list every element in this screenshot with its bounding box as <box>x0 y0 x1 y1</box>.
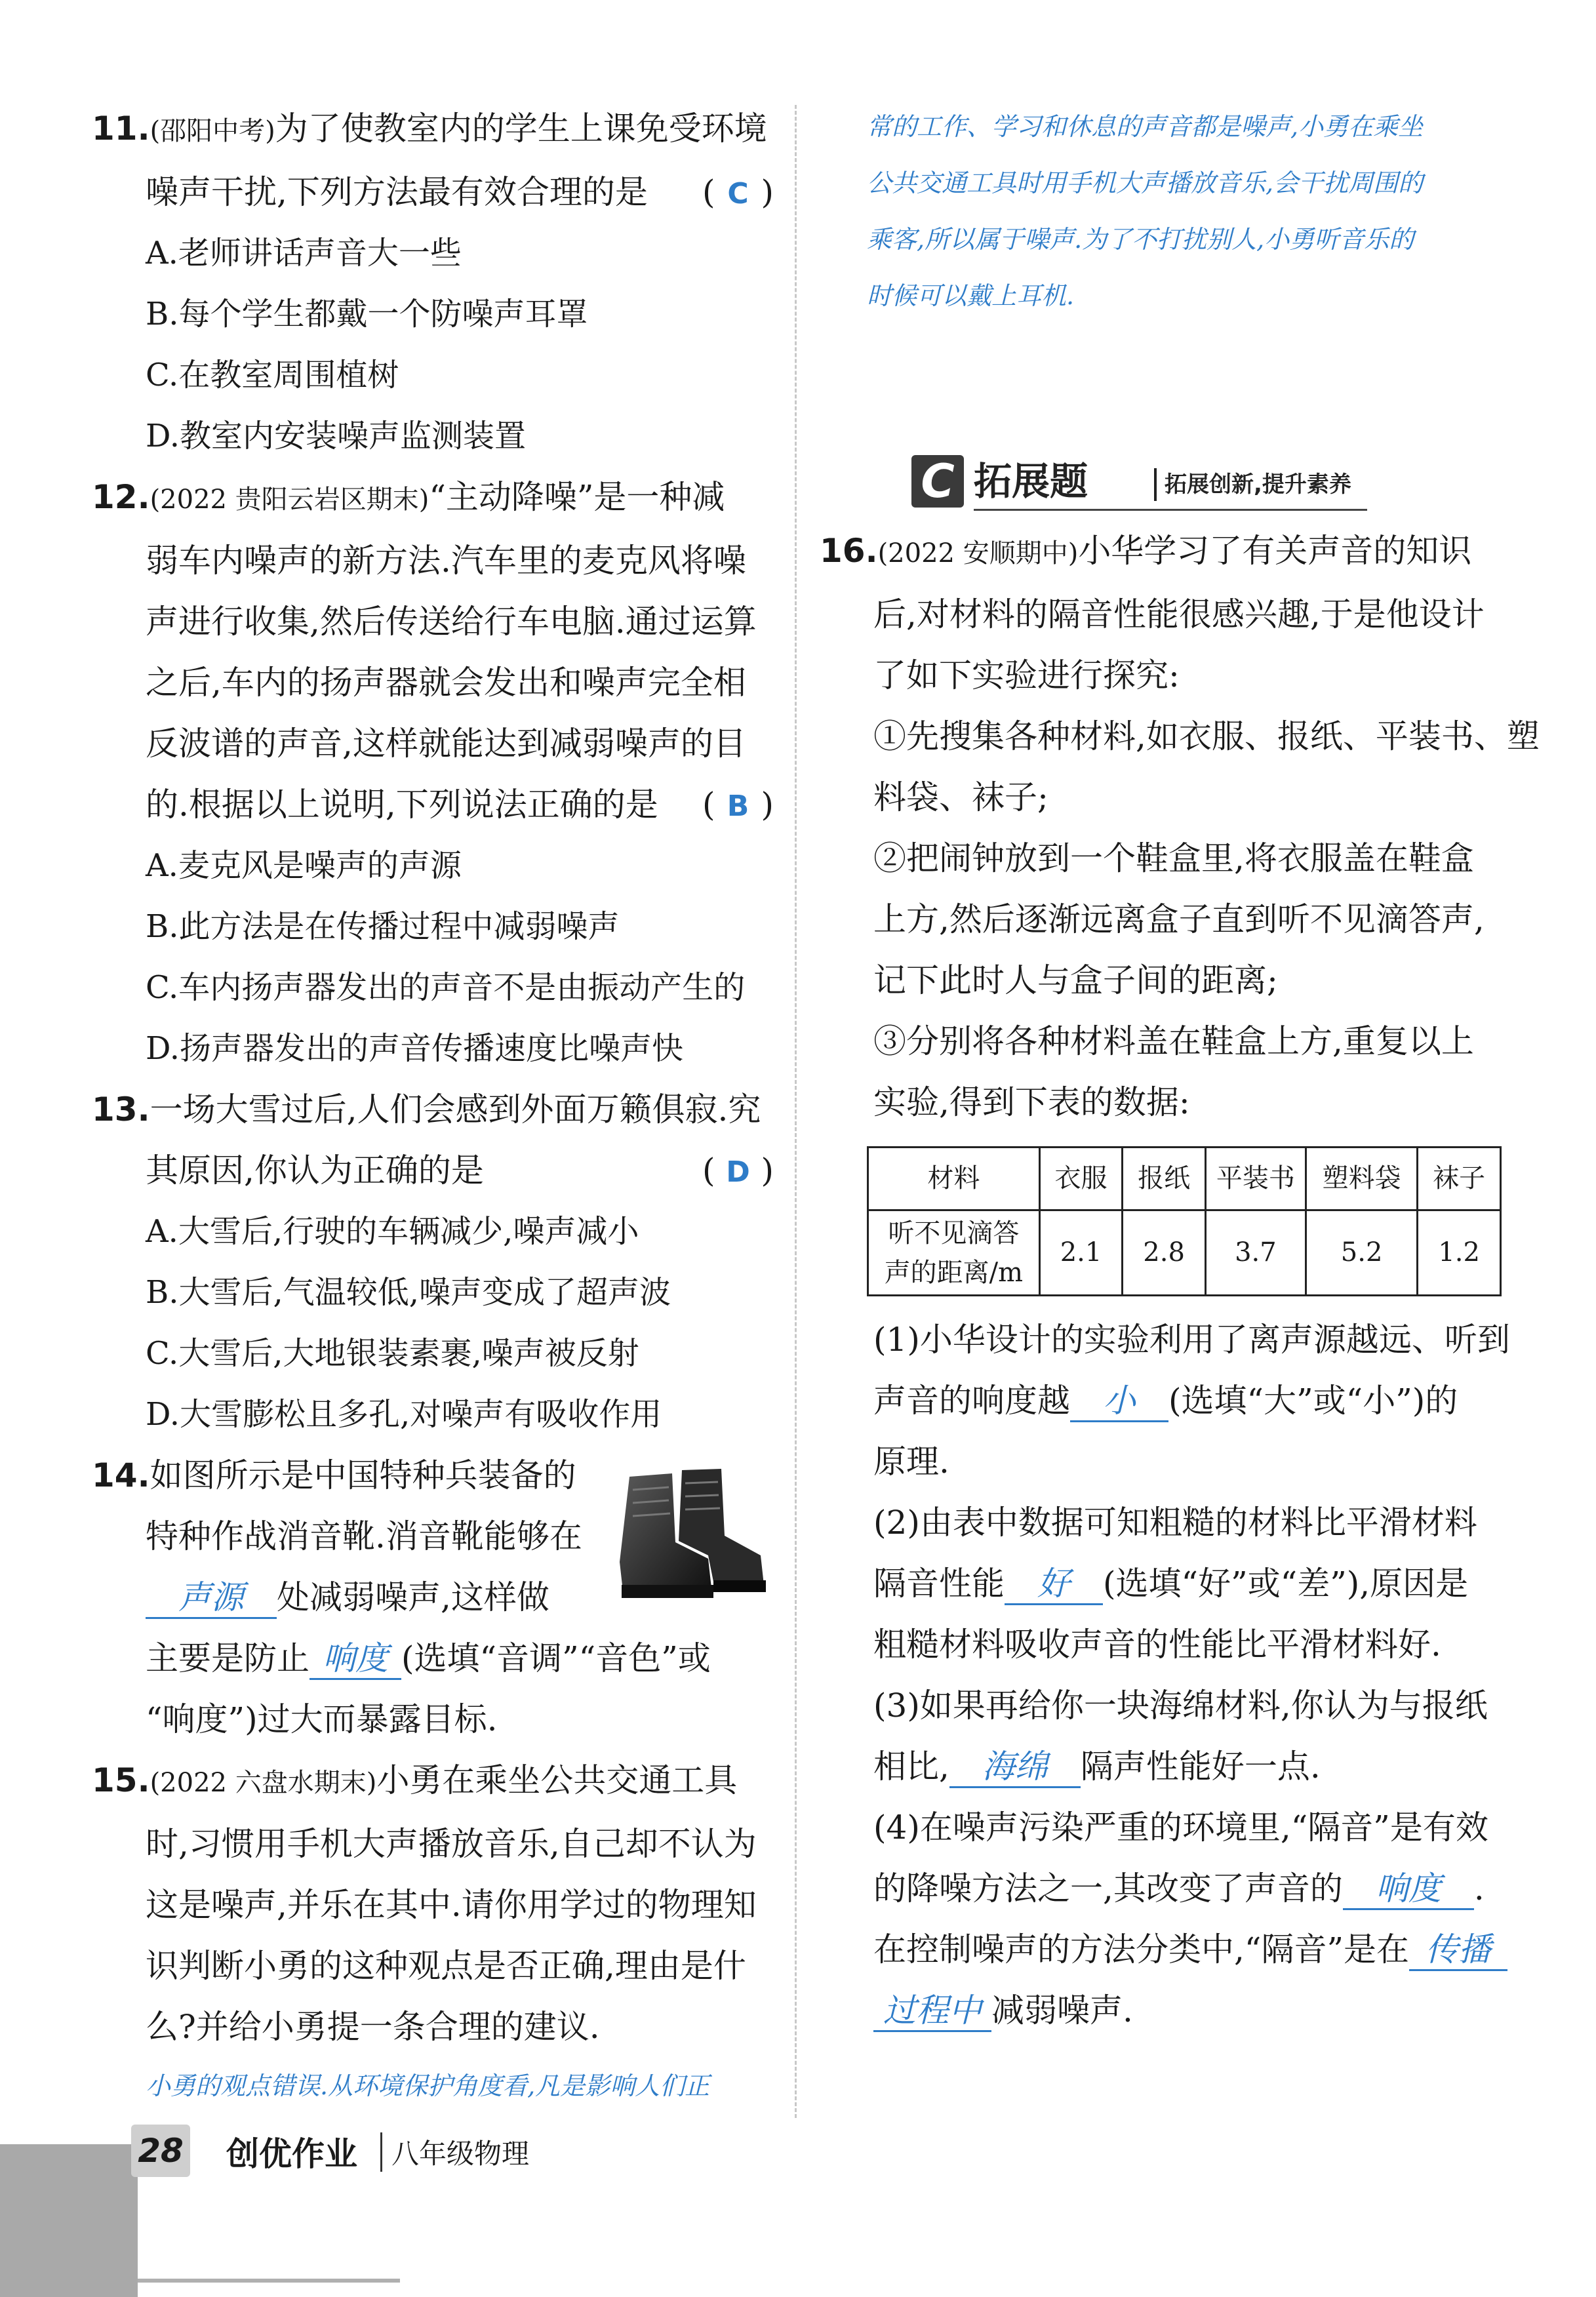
option: A.老师讲话声音大一些 <box>146 235 462 271</box>
option: A.麦克风是噪声的声源 <box>146 847 462 884</box>
handwritten-answer-cont: 乘客,所以属于噪声.为了不打扰别人,小勇听音乐的 <box>867 225 1414 254</box>
footer-corner-block <box>0 2144 138 2297</box>
question-11: 11.(邵阳中考)为了使教室内的学生上课免受环境 噪声干扰,下列方法最有效合理的是 ( C ) A.老师讲话声音大一些 B.每个学生都戴一个防噪声耳罩 C.在教室周围植树 D.教室内安装噪声监测装置 <box>92 98 774 467</box>
option: B.大雪后,气温较低,噪声变成了超声波 <box>146 1274 671 1311</box>
footer-bar <box>138 2279 400 2283</box>
page-number: 28 <box>131 2125 190 2177</box>
left-column <box>92 98 774 2114</box>
question-12: 12.(2022 贵阳云岩区期末)“主动降噪”是一种减 弱车内噪声的新方法.汽车里的麦克风将噪 声进行收集,然后传送给行车电脑.通过运算 之后,车内的扬声器就会发出和噪声完全相 反波谱的声音,这样就能达到减弱噪声的目 的.根据以上说明,下列说法正确的是 ( B ) A.麦克风是噪声的声源 B.此方法是在传播过程中减弱噪声 C.车内扬声器发出的声音不是由振动产生的 D.扬声器发出的声音传播速度比噪声快 <box>92 467 774 1079</box>
question-13: 13.一场大雪过后,人们会感到外面万籁俱寂.究 其原因,你认为正确的是 ( D ) A.大雪后,行驶的车辆减少,噪声减小 B.大雪后,气温较低,噪声变成了超声波 C.大雪后,大地银装素裹,噪声被反射 D.大雪膨松且多孔,对噪声有吸收作用 <box>92 1079 774 1445</box>
handwritten-answer-cont: 常的工作、学习和休息的声音都是噪声,小勇在乘坐 <box>867 112 1424 141</box>
column-divider <box>795 105 797 2118</box>
table-cell: 2.1 <box>1039 1210 1123 1296</box>
option: B.此方法是在传播过程中减弱噪声 <box>146 908 620 945</box>
answer-choice: D <box>726 1155 750 1189</box>
option: D.扬声器发出的声音传播速度比噪声快 <box>146 1030 684 1067</box>
option: C.大雪后,大地银装素裹,噪声被反射 <box>146 1335 639 1372</box>
answer-paren: ( C ) <box>702 162 774 224</box>
fill-blank: 好 <box>1005 1564 1103 1605</box>
table-header-cell: 袜子 <box>1418 1148 1501 1210</box>
option: D.大雪膨松且多孔,对噪声有吸收作用 <box>146 1396 662 1433</box>
right-column <box>820 98 1540 2041</box>
fill-blank: 响度 <box>309 1639 401 1680</box>
answer-choice: C <box>727 177 749 210</box>
table-header-cell: 衣服 <box>1039 1148 1123 1210</box>
handwritten-answer-cont: 时候可以戴上耳机. <box>867 281 1075 310</box>
answer-paren: ( D ) <box>702 1140 774 1203</box>
page-footer <box>0 2125 1596 2297</box>
book-title: 创优作业 <box>226 2135 357 2173</box>
answer-paren: ( B ) <box>702 774 774 837</box>
table-header-cell: 平装书 <box>1205 1148 1306 1210</box>
question-15: 15.(2022 六盘水期末)小勇在乘坐公共交通工具 时,习惯用手机大声播放音乐,自己却不认为 这是噪声,并乐在其中.请你用学过的物理知 识判断小勇的这种观点是否正确,理由是什 么?并给小勇提一条合理的建议. 小勇的观点错误.从环境保护角度看,凡是影响人们正 <box>92 1750 774 2114</box>
section-underline <box>974 509 1367 511</box>
boot-image <box>610 1464 770 1608</box>
option: D.教室内安装噪声监测装置 <box>146 418 527 454</box>
option: B.每个学生都戴一个防噪声耳罩 <box>146 296 588 332</box>
table-cell: 5.2 <box>1306 1210 1418 1296</box>
table-header-cell: 塑料袋 <box>1306 1148 1418 1210</box>
table-cell: 1.2 <box>1418 1210 1501 1296</box>
fill-blank: 过程中 <box>873 1991 991 2032</box>
table-header-cell: 材料 <box>868 1148 1040 1210</box>
option: A.大雪后,行驶的车辆减少,噪声减小 <box>146 1213 639 1250</box>
table-cell: 3.7 <box>1205 1210 1306 1296</box>
option: C.在教室周围植树 <box>146 357 399 393</box>
fill-blank: 传播 <box>1409 1930 1507 1971</box>
section-letter-icon: C <box>911 455 964 508</box>
table-header-row <box>868 1148 1501 1210</box>
book-grade: 八年级物理 <box>380 2132 529 2172</box>
fill-blank: 小 <box>1070 1381 1168 1422</box>
fill-blank: 声源 <box>146 1578 277 1619</box>
fill-blank: 响度 <box>1343 1869 1474 1910</box>
handwritten-answer-cont: 公共交通工具时用手机大声播放音乐,会干扰周围的 <box>867 169 1424 197</box>
handwritten-answer: 小勇的观点错误.从环境保护角度看,凡是影响人们正 <box>146 2071 710 2100</box>
section-title: 拓展题 <box>974 459 1088 504</box>
table-row <box>868 1210 1501 1296</box>
answer-choice: B <box>727 789 749 823</box>
question-14: 14.如图所示是中国特种兵装备的 特种作战消音靴.消音靴能够在 声源 处减弱噪声,这样做 主要是防止 响度 (选填“音调”“音色”或 “响度”)过大而暴露目标. <box>92 1456 711 1738</box>
option: C.车内扬声器发出的声音不是由振动产生的 <box>146 969 746 1006</box>
section-subtitle: 拓展创新,提升素养 <box>1154 468 1351 501</box>
table-header-cell: 报纸 <box>1123 1148 1206 1210</box>
question-16: 16.(2022 安顺期中)小华学习了有关声音的知识 后,对材料的隔音性能很感兴趣,于是他设计 了如下实验进行探究: ①先搜集各种材料,如衣服、报纸、平装书、塑 料袋、袜子; ②把闹钟放到一个鞋盒里,将衣服盖在鞋盒 上方,然后逐渐远离盒子直到听不见滴答声, 记下此时人与盒子间的距离; ③分别将各种材料盖在鞋盒上方,重复以上 实验,得到下表的数据: 材料 衣服 报纸 平装书 塑料袋 袜子 听不见滴答 声的距离/m 2.1 2.8 3.7 5.2 1.2 (1)小华设计的实验利用了离声源越远、听到 声音的响度越 小 (选填“大”或“小”)的 原理. (2)由表中数据可知粗糙的材料比平滑材料 隔音性能 好 (选填“好”或“差”),原因是 粗糙材料吸收声音的性能比平滑材料好. (3)如果再给你一块海绵材料,你认为与报纸 相比, 海绵 隔声性能好一点. (4)在噪声污染严重的环境里,“隔音”是有效 的降噪方法之一,其改变了声音的 响度 . 在控制噪声的方法分类中,“隔音”是在 传播 过程中 减弱噪声. <box>820 521 1502 2041</box>
table-row-label: 听不见滴答 声的距离/m <box>868 1210 1040 1296</box>
data-table <box>867 1146 1502 1296</box>
fill-blank: 海绵 <box>949 1747 1081 1788</box>
table-cell: 2.8 <box>1123 1210 1206 1296</box>
section-header <box>911 449 1502 521</box>
